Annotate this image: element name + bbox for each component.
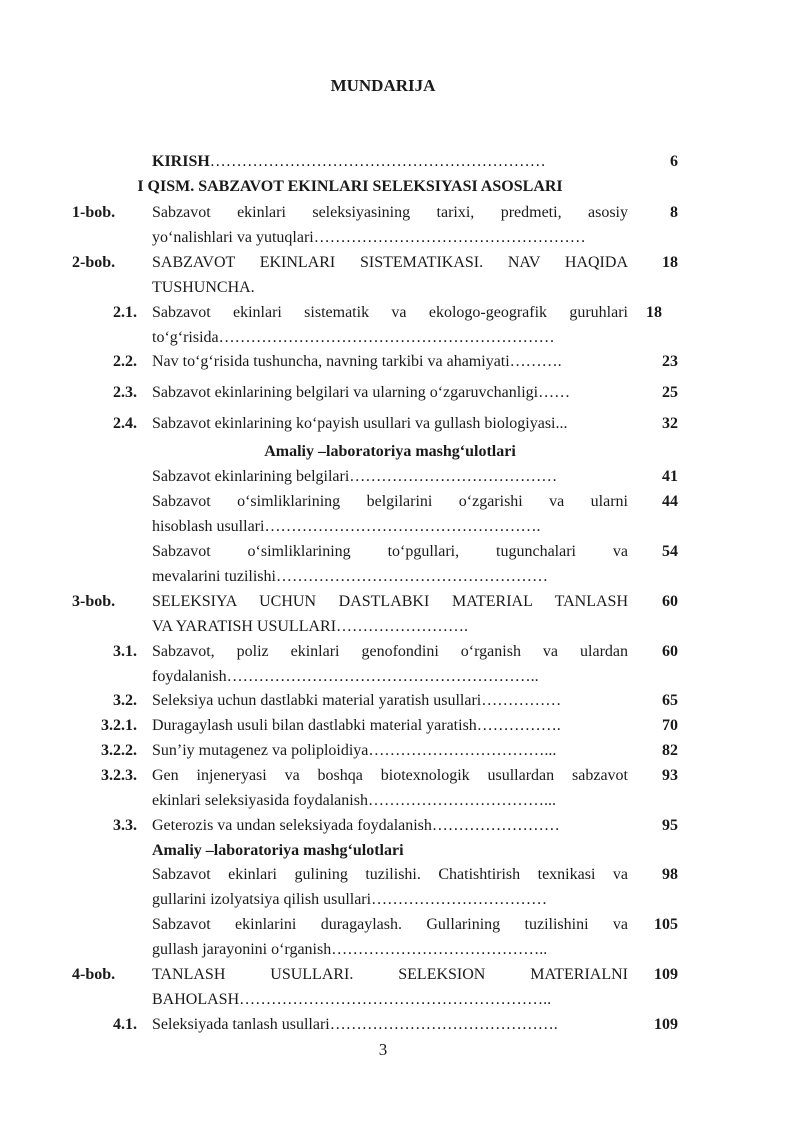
- toc-page-number: 41: [662, 468, 678, 485]
- toc-page-number: 105: [654, 916, 678, 933]
- toc-entry-line: Sabzavot o‘simliklarining belgilarini o‘zgarishi va ularni: [152, 493, 628, 510]
- toc-entry-line: Sabzavot o‘simliklarining to‘pgullari, tugunchalari va: [152, 543, 628, 560]
- toc-entry-label: KIRISH: [152, 153, 210, 170]
- toc-entry-number: 1-bob.: [72, 204, 116, 221]
- toc-entry-number: 2.3.: [113, 384, 137, 401]
- toc-entry-line: Duragaylash usuli bilan dastlabki material yaratish…………….: [152, 717, 561, 734]
- toc-entry-number: 2.2.: [113, 353, 137, 370]
- toc-entry-line: yo‘nalishlari va yutuqlari……………………………………………: [152, 229, 586, 246]
- toc-entry-number: 3-bob.: [72, 593, 116, 610]
- toc-leader-dots: ………………………………………………………: [209, 153, 546, 170]
- toc-entry-line: Gen injeneryasi va boshqa biotexnologik usullardan sabzavot: [152, 767, 628, 784]
- toc-page-number: 6: [670, 153, 678, 170]
- toc-entry-number: 3.2.2.: [101, 742, 137, 759]
- toc-page-number: 95: [662, 817, 678, 834]
- toc-entry-line: TUSHUNCHA.: [152, 279, 255, 296]
- toc-page-number: 109: [654, 966, 678, 983]
- toc-entry-number: 2.1.: [113, 304, 137, 321]
- toc-entry-line: foydalanish…………………………………………………..: [152, 668, 539, 685]
- toc-entry-number: 3.2.3.: [101, 767, 137, 784]
- toc-page-number: 25: [662, 384, 678, 401]
- toc-entry-line: Seleksiyada tanlash usullari…………………………………….: [152, 1016, 558, 1033]
- toc-entry-line: Sabzavot ekinlarining belgilari…………………………………: [152, 468, 558, 485]
- toc-entry-line: Geterozis va undan seleksiyada foydalanish……………………: [152, 817, 560, 834]
- toc-entry-line: Sabzavot ekinlarini duragaylash. Gullarining tuzilishini va: [152, 916, 628, 933]
- toc-entry-number: 4-bob.: [72, 966, 116, 983]
- toc-page-number: 23: [662, 353, 678, 370]
- toc-entry-line: SABZAVOT EKINLARI SISTEMATIKASI. NAV HAQIDA: [152, 254, 628, 271]
- section-heading: Amaliy –laboratoriya mashg‘ulotlari: [152, 842, 404, 859]
- section-heading: Amaliy –laboratoriya mashg‘ulotlari: [264, 443, 516, 460]
- toc-entry-number: 3.2.: [113, 692, 137, 709]
- toc-page-number: 60: [662, 593, 678, 610]
- toc-page-number: 18: [662, 254, 678, 271]
- toc-entry-line: mevalarini tuzilishi……………………………………………: [152, 568, 548, 585]
- toc-entry-number: 3.2.1.: [101, 717, 137, 734]
- toc-entry-line: Sabzavot ekinlari gulining tuzilishi. Chatishtirish texnikasi va: [152, 866, 628, 883]
- toc-entry-number: 2.4.: [113, 415, 137, 432]
- toc-entry-number: 3.1.: [113, 643, 137, 660]
- toc-page-number: 32: [662, 415, 678, 432]
- toc-page-number: 93: [662, 767, 678, 784]
- toc-page-number: 98: [662, 866, 678, 883]
- toc-page-number: 54: [662, 543, 678, 560]
- toc-entry-line: to‘g‘risida………………………………………………………: [152, 329, 555, 346]
- toc-page-number: 8: [670, 204, 678, 221]
- toc-entry-line: Nav to‘g‘risida tushuncha, navning tarkibi va ahamiyati……….: [152, 353, 562, 370]
- toc-page-number: 82: [662, 742, 678, 759]
- toc-entry-line: gullarini izolyatsiya qilish usullari……………………………: [152, 891, 548, 908]
- toc-page-number: 44: [662, 493, 678, 510]
- toc-entry-line: gullash jarayonini o‘rganish…………………………………..: [152, 941, 548, 958]
- toc-entry-line: SELEKSIYA UCHUN DASTLABKI MATERIAL TANLASH: [152, 593, 628, 610]
- toc-entry-line: VA YARATISH USULLARI…………………….: [152, 618, 469, 635]
- toc-page-number: 60: [662, 643, 678, 660]
- toc-page-number: 70: [662, 717, 678, 734]
- toc-entry-line: Sabzavot ekinlarining belgilari va ularning o‘zgaruvchanligi……: [152, 384, 571, 401]
- toc-entry-line: Sabzavot ekinlari sistematik va ekologo-geografik guruhlari: [152, 304, 628, 321]
- toc-entry-number: 3.3.: [113, 817, 137, 834]
- toc-entry-line: Sabzavot ekinlari seleksiyasining tarixi, predmeti, asosiy: [152, 204, 628, 221]
- toc-page-number: 109: [654, 1016, 678, 1033]
- toc-entry-line: Sun’iy mutagenez va poliploidiya……………………………...: [152, 742, 557, 759]
- toc-entry-line: Sabzavot ekinlarining ko‘payish usullari va gullash biologiyasi...: [152, 415, 568, 432]
- toc-page-number: 65: [662, 692, 678, 709]
- toc-page-number: 18: [646, 304, 662, 321]
- page-number: 3: [378, 1040, 388, 1059]
- toc-entry-line: BAHOLASH…………………………………………………..: [152, 991, 552, 1008]
- toc-entry-line: TANLASH USULLARI. SELEKSION MATERIALNI: [152, 966, 628, 983]
- toc-entry-line: Sabzavot, poliz ekinlari genofondini o‘rganish va ulardan: [152, 643, 628, 660]
- toc-entry-line: ekinlari seleksiyasida foydalanish……………………………...: [152, 792, 556, 809]
- toc-entry-line: Seleksiya uchun dastlabki material yaratish usullari……………: [152, 692, 562, 709]
- toc-entry-line: hisoblash usullari…………………………………………….: [152, 518, 541, 535]
- toc-entry-number: 4.1.: [113, 1016, 137, 1033]
- page-title: MUNDARIJA: [330, 76, 436, 95]
- part-heading: I QISM. SABZAVOT EKINLARI SELEKSIYASI ASOSLARI: [137, 178, 563, 195]
- toc-entry-number: 2-bob.: [72, 254, 116, 271]
